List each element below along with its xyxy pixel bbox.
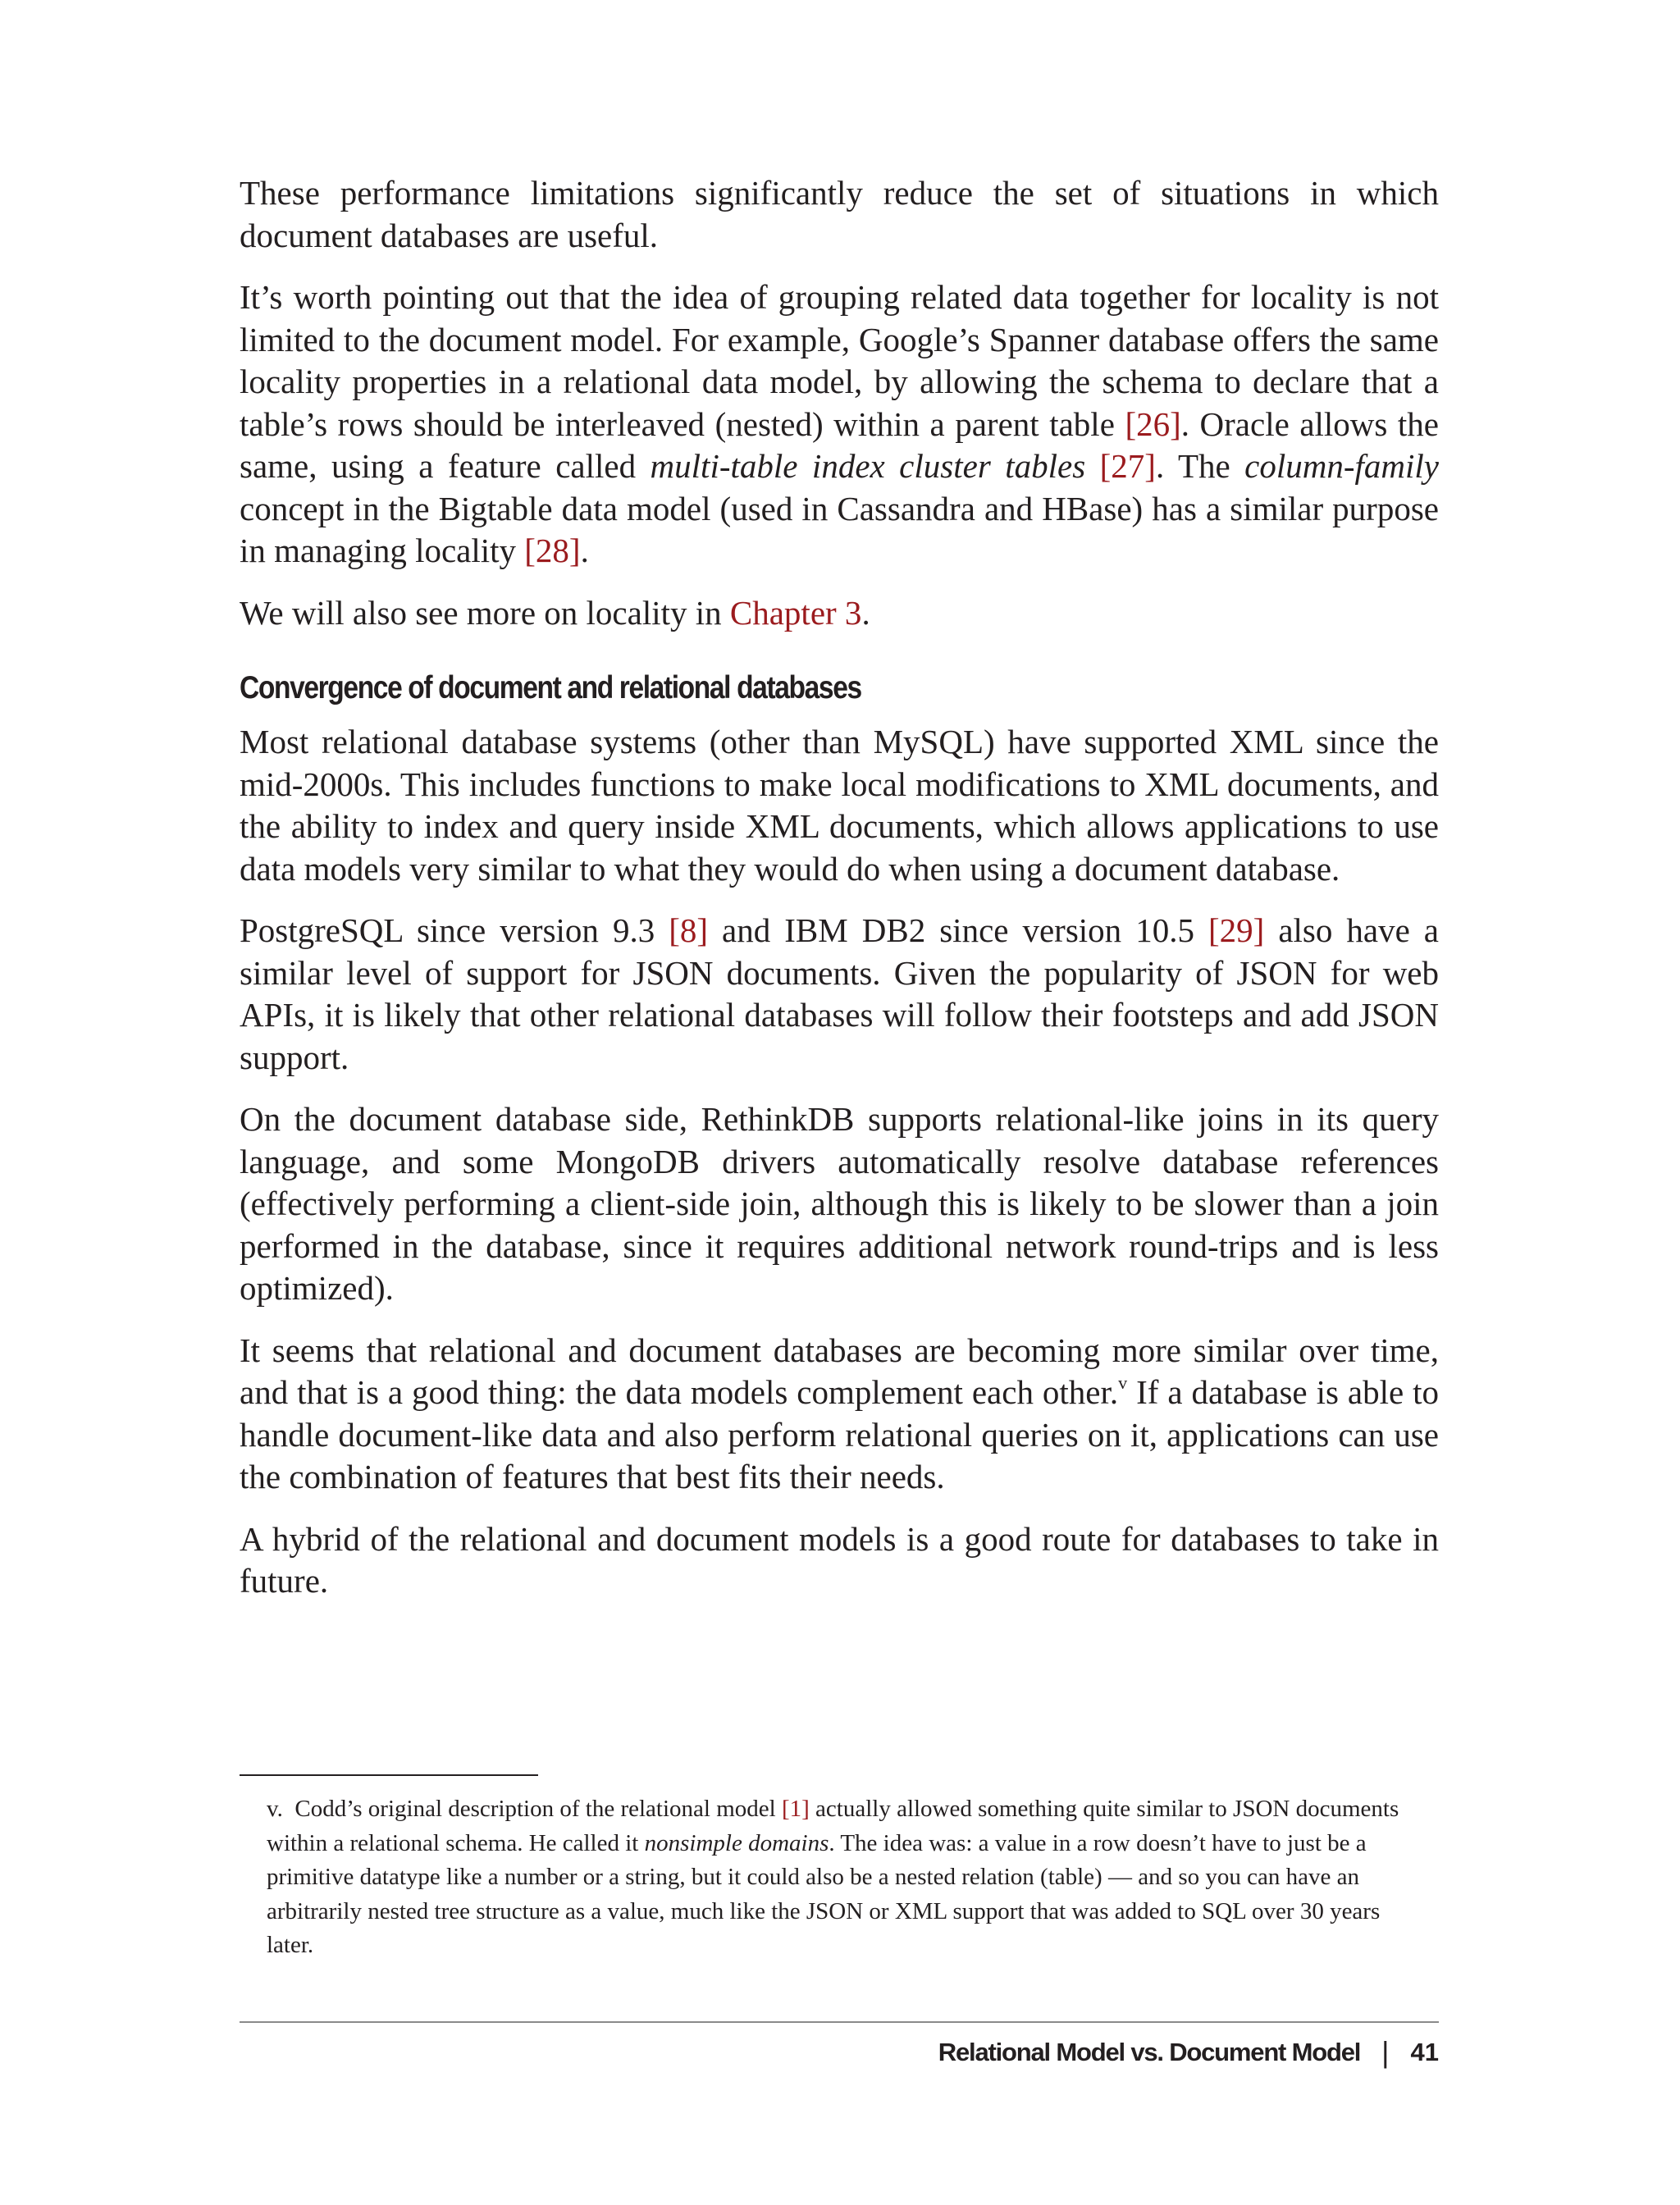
term-multi-table-index-cluster-tables: multi-table index cluster tables [650, 447, 1086, 485]
citation-link-29[interactable]: [29] [1208, 911, 1265, 949]
paragraph-becoming-similar: It seems that relational and document databases are becoming more similar over time, and that is a good thing: the data models complement each other.$^v$ If a database is able to handle document-like data and also perform relational queries on it, applications can use the combination of features that best fits their needs. [240, 1331, 1440, 1495]
citation-link-26[interactable]: [26] [1125, 404, 1181, 443]
footnote-marker: v. [267, 1796, 283, 1822]
footnote-ref-v[interactable]: v [1118, 1372, 1128, 1393]
section-heading: Convergence of document and relational databases [240, 670, 861, 705]
term-nonsimple-domains: nonsimple domains [644, 1829, 829, 1856]
footnote-divider [240, 1774, 538, 1776]
citation-link-1[interactable]: [1] [781, 1796, 810, 1822]
paragraph-document-side: On the document database side, RethinkDB supports relational-like joins in its query language, and some MongoDB drivers automatically resolve database references (effectively performing a client-side join, although this is likely to be slower than a join performed in the database, since it requires additional network round-trips and is less optimized). [240, 1100, 1439, 1307]
paragraph-json-support: PostgreSQL since version 9.3 [8] and IBM DB2 since version 10.5 [29] also have a similar level of support for JSON documents. Given the popularity of JSON for web APIs, it is likely that other relational databases will follow their footsteps and add JSON support. [240, 911, 1439, 1076]
paragraph-performance-limitations: These performance limitations significantly reduce the set of situations in which document databases are useful. [240, 174, 1439, 254]
paragraph-locality-chapter-ref: We will also see more on locality in Chapter 3. [240, 593, 870, 632]
paragraph-hybrid: A hybrid of the relational and document models is a good route for databases to take in future. [240, 1519, 1439, 1600]
footnote-text: v. Codd’s original description of the relational model [1] actually allowed something quite similar to JSON documents within a relational schema. He called it nonsimple domains. The idea was: a value in a row doesn’t have to just be a primitive datatype like a number or a string, but it could also be a nested relation (table) — and so you can have an arbitrarily nested tree structure as a value, much like the JSON or XML support that was added to SQL over 30 years later. [267, 1796, 1399, 1958]
footer-chapter-title: Relational Model vs. Document Model [938, 2038, 1361, 2066]
paragraph-locality-grouping: It’s worth pointing out that the idea of grouping related data together for locality is not limited to the document model. For example, Google’s Spanner database offers the same locality properties in a relational data model, by allowing the schema to declare that a table’s rows should be interleaved (nested) within a parent table [26]. Oracle allows the same, using a feature called multi-table index cluster tables [27]. The column-family concept in the Bigtable data model (used in Cassandra and HBase) has a similar purpose in managing locality [28]. [240, 278, 1439, 569]
footnote [267, 1792, 1415, 1963]
running-footer [938, 2029, 1439, 2075]
footer-separator: | [1381, 2035, 1390, 2069]
page-number: 41 [1410, 2038, 1439, 2066]
paragraph-xml-support: Most relational database systems (other than MySQL) have supported XML since the mid-2000s. This includes functions to make local modifications to XML documents, and the ability to index and query inside XML documents, which allows applications to use data models very similar to what they would do when using a document database. [240, 723, 1439, 888]
citation-link-27[interactable]: [27] [1099, 447, 1156, 485]
main-text [240, 172, 1439, 1623]
chapter-3-link[interactable]: Chapter 3 [729, 593, 862, 632]
term-column-family: column-family [1244, 447, 1439, 485]
footer-divider [240, 2021, 1439, 2023]
citation-link-28[interactable]: [28] [524, 532, 581, 569]
citation-link-8[interactable]: [8] [669, 911, 709, 949]
